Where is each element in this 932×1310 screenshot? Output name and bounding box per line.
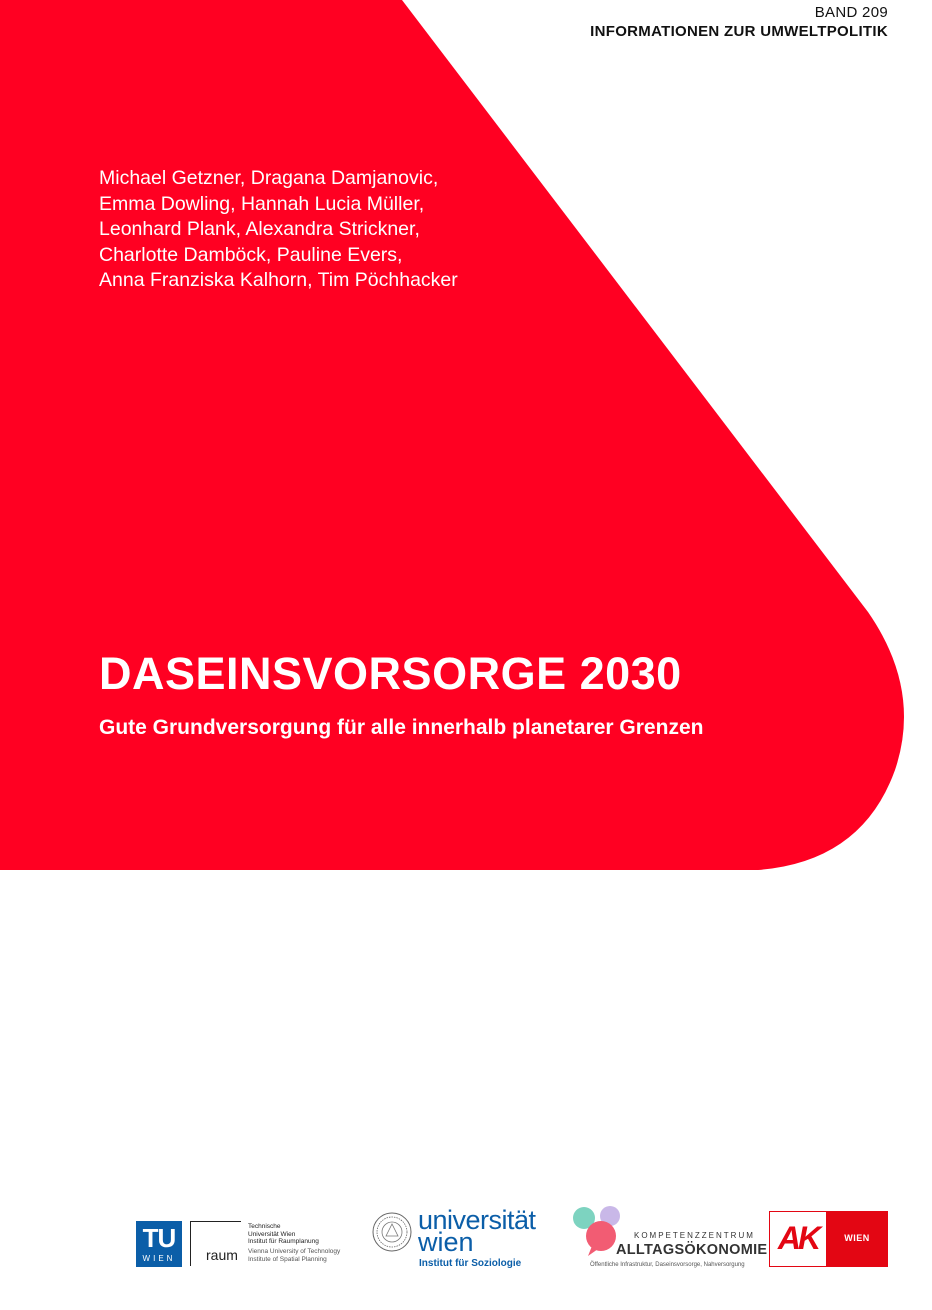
- author-list: [99, 166, 458, 294]
- raum-logo: [190, 1221, 350, 1267]
- ak-logo-letters: AK: [777, 1220, 819, 1256]
- series-header: [590, 4, 888, 42]
- raum-logo-text-en: [248, 1248, 340, 1263]
- author-line: Charlotte Damböck, Pauline Evers,: [99, 243, 403, 266]
- kz-logo-big: ALLTAGSÖKONOMIE: [616, 1242, 768, 1258]
- document-subtitle: Gute Grundversorgung für alle innerhalb planetarer Grenzen: [99, 716, 704, 739]
- series-title: INFORMATIONEN ZUR UMWELTPOLITIK: [590, 23, 888, 40]
- raum-line-en: Vienna University of Technology: [248, 1248, 341, 1255]
- ak-logo-wien: WIEN: [844, 1233, 870, 1243]
- uni-logo-word: universität: [418, 1205, 536, 1235]
- kz-logo-tagline: Öffentliche Infrastruktur, Daseinsvorsorge, Nahversorgung: [590, 1262, 745, 1268]
- partner-logos: [0, 1200, 932, 1280]
- uni-wien-seal-icon: [372, 1212, 412, 1252]
- tu-wien-logo: [136, 1221, 182, 1267]
- author-line: Michael Getzner, Dragana Damjanovic,: [99, 167, 439, 189]
- uni-logo-wien: wien: [418, 1227, 474, 1257]
- raum-line: Institut für Raumplanung: [248, 1238, 319, 1245]
- kz-logo-small: KOMPETENZZENTRUM: [634, 1231, 755, 1240]
- uni-logo-institute: Institut für Soziologie: [419, 1258, 522, 1269]
- alltagsoekonomie-logo: [570, 1204, 768, 1276]
- ak-wien-logo: [769, 1211, 888, 1267]
- uni-wien-logo: [372, 1205, 542, 1270]
- author-line: Emma Dowling, Hannah Lucia Müller,: [99, 192, 425, 215]
- tu-logo-letters: TU: [142, 1223, 176, 1253]
- raum-logo-text: [248, 1223, 319, 1246]
- raum-line: Universität Wien: [248, 1230, 296, 1238]
- raum-line-en: Institute of Spatial Planning: [248, 1255, 327, 1263]
- tu-logo-wien: WIEN: [142, 1254, 176, 1263]
- author-line: Anna Franziska Kalhorn, Tim Pöchhacker: [99, 269, 458, 291]
- raum-logo-word: raum: [206, 1247, 238, 1263]
- author-line: Leonhard Plank, Alexandra Strickner,: [99, 218, 420, 240]
- raum-line: Technische: [248, 1223, 281, 1230]
- document-title: DASEINSVORSORGE 2030: [99, 648, 682, 699]
- volume-number: BAND 209: [814, 4, 888, 21]
